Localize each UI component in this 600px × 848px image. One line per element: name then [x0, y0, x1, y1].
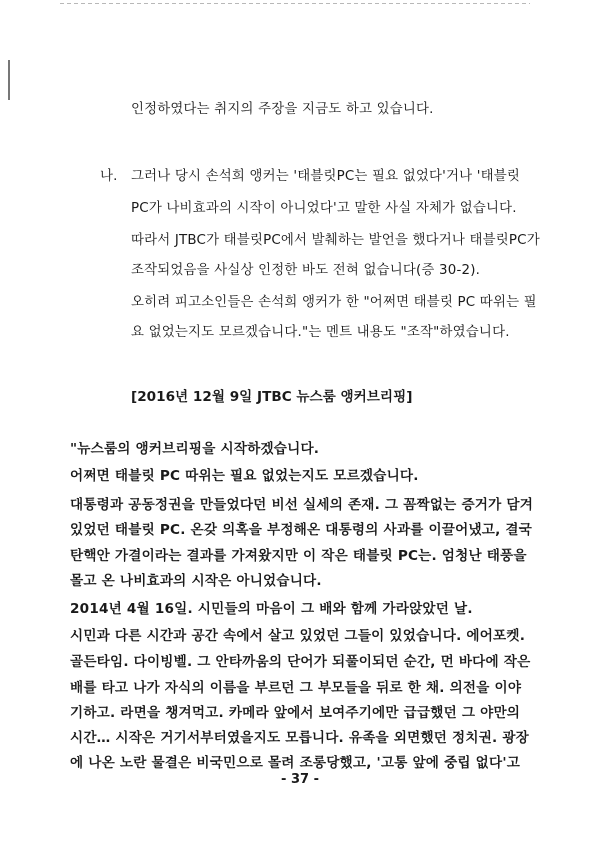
- paragraph-line: 따라서 JTBC가 태블릿PC에서 발췌하는 발언을 했다거나 태블릿PC가: [131, 233, 540, 248]
- quote-line: 시간… 시작은 거기서부터였을지도 모릅니다. 유족을 외면했던 정치권. 광장: [70, 730, 529, 746]
- quote-line: 기하고. 라면을 챙겨먹고. 카메라 앞에서 보여주기에만 급급했던 그 야만의: [70, 705, 521, 721]
- quote-line: 에 나온 노란 물결은 비국민으로 몰려 조롱당했고, '고통 앞에 중립 없다'고: [70, 755, 521, 771]
- paragraph-line: 오히려 피고소인들은 손석희 앵커가 한 "어쩌면 태블릿 PC 따위는 필: [131, 295, 537, 310]
- list-marker: 나.: [100, 169, 118, 184]
- section-heading: [2016년 12월 9일 JTBC 뉴스룸 앵커브리핑]: [131, 389, 413, 405]
- quote-line: 시민과 다른 시간과 공간 속에서 살고 있었던 그들이 있었습니다. 에어포켓.: [70, 628, 526, 644]
- page-number: - 37 -: [281, 772, 319, 787]
- quote-line: 골든타임. 다이빙벨. 그 안타까움의 단어가 되풀이되던 순간, 먼 바다에 작은: [70, 654, 531, 670]
- quote-line: 몰고 온 나비효과의 시작은 아니었습니다.: [70, 573, 322, 589]
- paragraph-line: 조작되었음을 사실상 인정한 바도 전혀 없습니다(증 30-2).: [131, 263, 481, 278]
- quote-line: 어쩌면 태블릿 PC 따위는 필요 없었는지도 모르겠습니다.: [70, 468, 419, 484]
- quote-line: "뉴스룸의 앵커브리핑을 시작하겠습니다.: [70, 441, 320, 457]
- quote-line: 2014년 4월 16일. 시민들의 마음이 그 배와 함께 가라앉았던 날.: [70, 601, 473, 617]
- quote-line: 있었던 태블릿 PC. 온갖 의혹을 부정해온 대통령의 사과를 이끌어냈고, 결국: [70, 522, 533, 538]
- paragraph-line: 인정하였다는 취지의 주장을 지금도 하고 있습니다.: [131, 102, 434, 117]
- quote-line: 대통령과 공동정권을 만들었다던 비선 실세의 존재. 그 꼼짝없는 증거가 담겨: [70, 497, 534, 513]
- paragraph-line: 그러나 당시 손석희 앵커는 '태블릿PC는 필요 없었다'거나 '태블릿: [131, 169, 521, 184]
- paragraph-line: PC가 나비효과의 시작이 아니었다'고 말한 사실 자체가 없습니다.: [131, 201, 517, 216]
- paragraph-line: 요 없었는지도 모르겠습니다."는 멘트 내용도 "조작"하였습니다.: [131, 325, 510, 340]
- quote-line: 배를 타고 나가 자식의 이름을 부르던 그 부모들을 뒤로 한 채. 의전을 이야: [70, 680, 522, 696]
- quote-line: 탄핵안 가결이라는 결과를 가져왔지만 이 작은 태블릿 PC는. 엄청난 태풍을: [70, 548, 527, 564]
